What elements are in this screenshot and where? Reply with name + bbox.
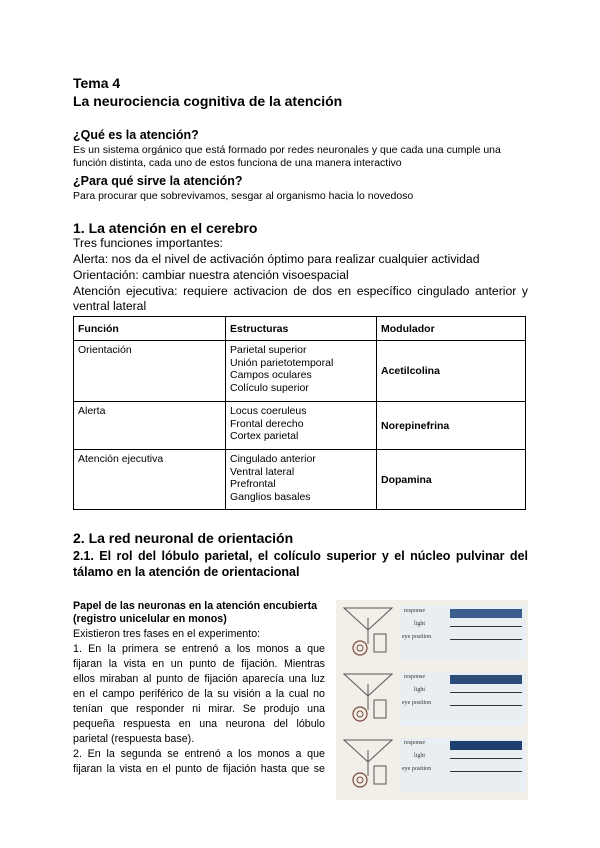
trace-label-eye-position: eye position — [402, 700, 432, 706]
table-cell-structures — [226, 341, 377, 402]
papel-line: Existieron tres fases en el experimento: — [73, 628, 261, 640]
response-trace — [450, 741, 522, 750]
modulator-label: Acetilcolina — [381, 365, 440, 377]
section-1-line-3: Orientación: cambiar nuestra atención visoespacial — [73, 268, 349, 282]
trace-label-response: response — [404, 740, 425, 746]
section-1-line-5: ventral lateral — [73, 299, 147, 313]
table-header: Función — [74, 317, 226, 341]
structure-item: Locus coeruleus — [230, 405, 307, 417]
trace-label-response: response — [404, 674, 425, 680]
monkey-apparatus-icon — [338, 736, 398, 794]
trace-label-light: light — [414, 753, 426, 759]
structure-item: Campos oculares — [230, 369, 312, 381]
answer-why: Para procurar que sobrevivamos, sesgar al organismo hacia lo novedoso — [73, 190, 414, 202]
light-trace — [450, 758, 522, 759]
page-title: La neurociencia cognitiva de la atención — [73, 93, 343, 109]
papel-line: fijaran la vista en un punto de fijación. Mientras — [73, 658, 325, 670]
structure-item: Colículo superior — [230, 381, 309, 394]
light-trace — [450, 626, 522, 627]
attention-table — [73, 316, 526, 510]
modulator-label: Norepinefrina — [381, 419, 450, 432]
table-cell-function: Alerta — [74, 402, 226, 450]
trace-label-response: response — [404, 608, 425, 614]
figure-panel-3 — [336, 734, 528, 796]
table-cell-modulator — [377, 341, 526, 402]
structure-item: Unión parietotemporal — [230, 356, 334, 369]
figure-panel-2 — [336, 668, 528, 730]
trace-area — [400, 672, 526, 726]
eye-trace — [450, 771, 522, 772]
table-header-row — [74, 317, 526, 341]
structure-item: Parietal superior — [230, 344, 307, 356]
trace-label-light: light — [414, 687, 426, 693]
papel-title-line-1: Papel de las neuronas en la atención encubierta — [73, 600, 318, 612]
table-cell-modulator — [377, 402, 526, 450]
answer-what: Es un sistema orgánico que está formado por redes neuronales y que cada una cumple una función distinta, cada uno de estos funciona de una manera interactivo — [73, 144, 501, 169]
table-row — [74, 450, 526, 510]
structure-item: Prefrontal — [230, 478, 276, 490]
papel-line: pequeña respuesta en una neurona del lóbulo — [73, 718, 325, 730]
eye-trace — [450, 639, 522, 640]
papel-line: parietal (respuesta base). — [73, 733, 195, 745]
section-1-title: 1. La atención en el cerebro — [73, 220, 258, 236]
question-what: ¿Qué es la atención? — [73, 128, 199, 142]
table-cell-structures — [226, 450, 377, 510]
response-trace — [450, 675, 522, 684]
papel-line: 1. En la primera se entrenó a los monos a que — [73, 643, 325, 655]
table-cell-function: Orientación — [74, 341, 226, 402]
section-2-title: 2. La red neuronal de orientación — [73, 530, 294, 546]
modulator-label: Dopamina — [381, 473, 432, 486]
subsection-2-1-line-1: 2.1. El rol del lóbulo parietal, el colículo superior y el núcleo pulvinar del — [73, 549, 528, 563]
trace-area — [400, 606, 526, 660]
topic-number: Tema 4 — [73, 75, 121, 91]
papel-line: tenían que responder ni mirar. Se produjo una — [73, 703, 325, 715]
question-why: ¿Para qué sirve la atención? — [73, 174, 243, 188]
light-trace — [450, 692, 522, 693]
response-trace — [450, 609, 522, 618]
subsection-2-1-line-2: tálamo en la atención de orientacional — [73, 565, 300, 579]
trace-area — [400, 738, 526, 792]
experiment-figure — [336, 600, 528, 800]
papel-title-line-2: (registro unicelular en monos) — [73, 613, 227, 625]
table-cell-function: Atención ejecutiva — [74, 450, 226, 510]
table-header: Estructuras — [226, 317, 377, 341]
table-row — [74, 402, 526, 450]
table-cell-structures — [226, 402, 377, 450]
table-header: Modulador — [377, 317, 526, 341]
trace-label-eye-position: eye position — [402, 766, 432, 772]
monkey-apparatus-icon — [338, 670, 398, 728]
papel-line: fijaran la vista en el punto de fijación hasta que se — [73, 763, 325, 775]
table-cell-modulator — [377, 450, 526, 510]
papel-line: 2. En la segunda se entrenó a los monos a que — [73, 748, 325, 760]
papel-line: en el campo periférico de la su visión a la cual no — [73, 688, 325, 700]
figure-panel-1 — [336, 602, 528, 664]
structure-item: Frontal derecho — [230, 417, 304, 430]
structure-item: Ganglios basales — [230, 490, 311, 503]
trace-label-light: light — [414, 621, 426, 627]
structure-item: Cingulado anterior — [230, 453, 316, 465]
structure-item: Cortex parietal — [230, 430, 299, 442]
section-1-line-4: Atención ejecutiva: requiere activacion de dos en específico cingulado anterior y — [73, 284, 528, 298]
monkey-apparatus-icon — [338, 604, 398, 662]
table-row — [74, 341, 526, 402]
section-1-line-1: Tres funciones importantes: — [73, 236, 223, 250]
eye-trace — [450, 705, 522, 706]
papel-line: ellos miraban al punto de fijación aparecía una luz — [73, 673, 325, 685]
trace-label-eye-position: eye position — [402, 634, 432, 640]
structure-item: Ventral lateral — [230, 465, 295, 478]
section-1-line-2: Alerta: nos da el nivel de activación óptimo para realizar cualquier actividad — [73, 252, 480, 266]
